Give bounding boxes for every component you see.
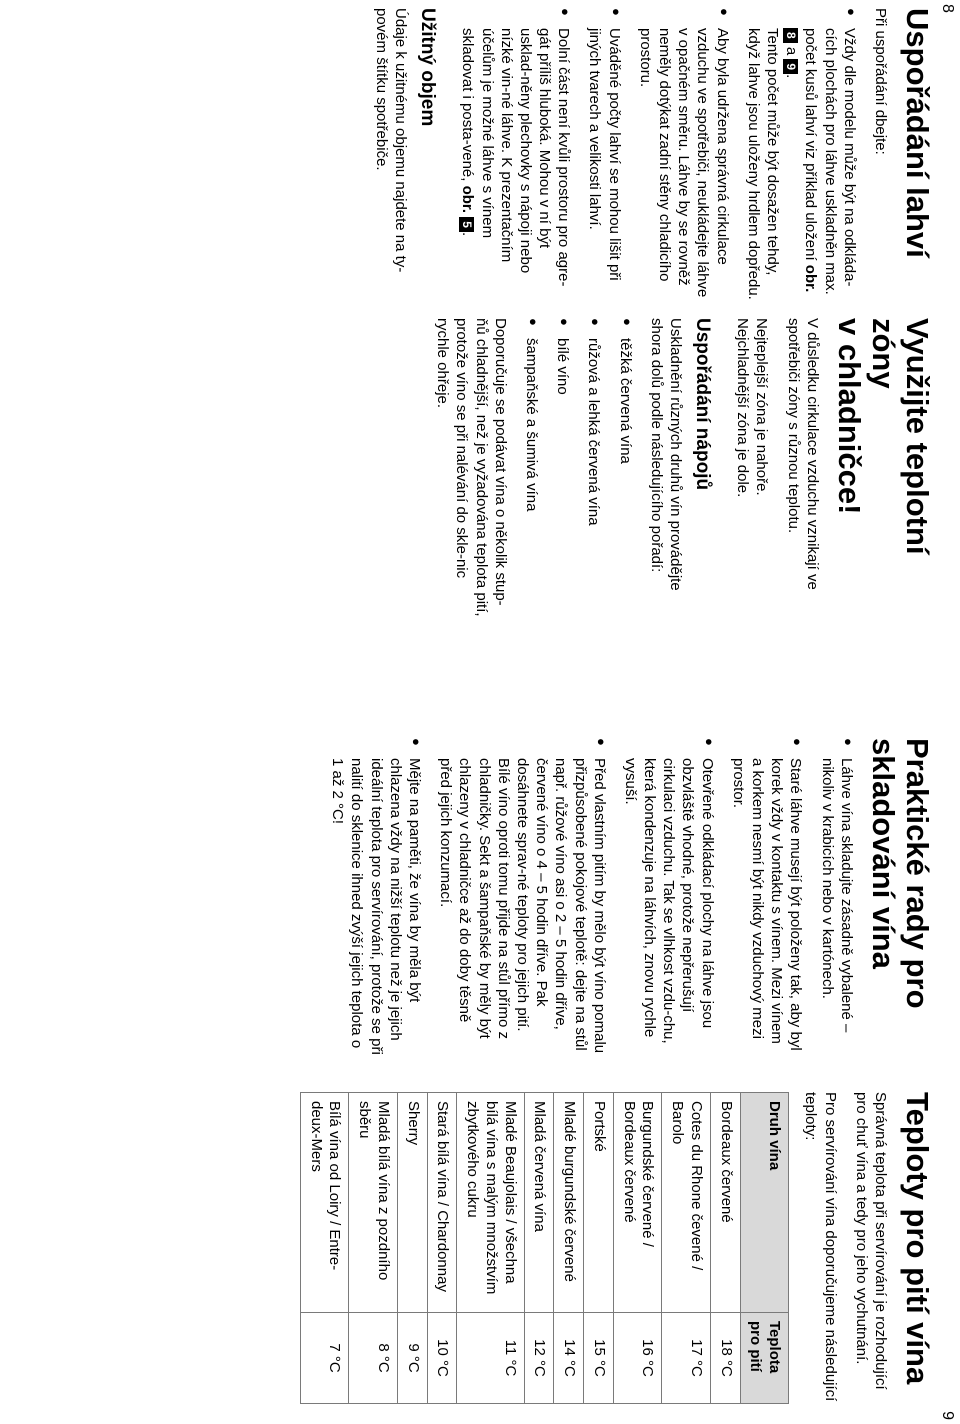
table-row [613, 1093, 662, 1404]
page-number-right: 9 [939, 1411, 956, 1420]
warmest-zone: Nejteplejší zóna je nahoře. [753, 318, 771, 496]
temperature-cell: 11 °C [457, 1313, 524, 1404]
table-row [554, 1093, 584, 1404]
column-storage-tips [316, 738, 934, 1056]
table-header-wine-type: Druh vína [740, 1093, 789, 1313]
figure-ref-end: . [459, 231, 477, 237]
list-item: ● růžová a lehká červená vína [584, 318, 603, 618]
temperature-cell: 7 °C [300, 1313, 349, 1404]
temperature-cell: 14 °C [554, 1313, 584, 1404]
wine-type-cell: Bordeaux červené [710, 1093, 740, 1313]
temperature-cell: 18 °C [710, 1313, 740, 1404]
temperature-cell: 9 °C [397, 1313, 427, 1404]
wine-type-cell: Mladá červená vína [524, 1093, 554, 1313]
wine-type-cell: Stará bílá vína / Chardonnay [427, 1093, 457, 1313]
list-item [458, 8, 573, 300]
section-title-storage-tips [866, 738, 934, 1056]
serving-intro: Správná teplota při servírování je rozhodující pro chuť vína a tedy pro jeho vychutnání. [852, 1092, 889, 1390]
section-title-temperature-zones [832, 318, 934, 618]
order-intro: Uskladnění různých druhů vín provádějte shora dolů podle následujícího pořadí: [647, 318, 684, 591]
wine-type-cell: Mladé burgundské červené [554, 1093, 584, 1313]
temperature-cell: 16 °C [613, 1313, 662, 1404]
order-outro: Doporučuje se podávat vína o několik stup-ňů chladnější, než je vyžadována teplota pití, protože víno se při nalévání do skle-nic rychle ohřeje. [434, 318, 509, 617]
temperature-cell: 15 °C [584, 1313, 614, 1404]
list-item: ● Staré láhve musejí být položeny tak, aby byl korek vždy v kontaktu s vínem. Mezi vínem a korkem nesmí být nikdy vzduchový mezi prostor. [729, 738, 806, 1056]
column-temperature-zones [421, 318, 934, 618]
list-item: ● Láhve vína skladujte zásadně vybalené – nikoliv v krabicích nebo v kartónech. [817, 738, 855, 1056]
list-item: ● Uváděné počty lahví se mohou lišit při jiných tvarech a velikosti lahví. [585, 8, 623, 300]
table-row [349, 1093, 398, 1404]
list-item: ● Před vlastním pitím by mělo být víno pomalu přizpůsobené pokojové teplotě: dejte na stůl např. růžové víno asi o 2 – 5 hodin dříve, červené víno o 4 – 5 hodin dříve. Pak dosáhnete sprav-né teploty pro jejich pití. Bílé víno oproti tomu přijde na stůl přímo z chladničky. Sekt a šampaňské by měly být chlazeny v chladničce až do doby těsně před jejich konzumací. [436, 738, 609, 1056]
temperature-cell: 17 °C [662, 1313, 711, 1404]
title-line: skladování vína [865, 738, 901, 969]
wine-type-cell: Mladá bílá vína z pozdního sběru [349, 1093, 398, 1313]
figure-badge: 5 [459, 217, 474, 232]
figure-ref-end: . [783, 74, 801, 79]
table-row [710, 1093, 740, 1404]
section-subtitle-usable-volume: Užitný objem [417, 8, 439, 127]
figure-badge: 9 [783, 59, 798, 74]
serving-intro-2: Pro servírování vína doporučujeme následující teploty: [802, 1092, 839, 1402]
list-item [744, 8, 859, 300]
table-row [662, 1093, 711, 1404]
wine-type-cell: Portské [584, 1093, 614, 1313]
zones-text [733, 318, 771, 618]
usable-volume-text: Údaje k užitnému objemu najdete na ty-povém štítku spotřebiče. [372, 8, 410, 273]
table-header-temperature: Teplota pro pití [740, 1313, 789, 1404]
storage-tips-list [328, 738, 856, 1056]
page-number-left: 8 [939, 4, 956, 13]
coldest-zone: Nejchladnější zóna je dole. [734, 318, 752, 498]
temperature-cell: 10 °C [427, 1313, 457, 1404]
bullet-text: Dolní část není kvůli prostoru pro agre-gát příliš hluboká. Mohou v ní být usklad-něny plechovky s nápoji nebo nízké vin-né láhve. K prezentačním účelům je možné láhve s vínem skladovat i posta-vené, [459, 28, 573, 287]
arrangement-intro: Při uspořádání dbejte: [871, 8, 889, 155]
section-title-bottle-arrangement: Uspořádání lahví [900, 8, 935, 258]
figure-ref-prefix: obr. [802, 264, 820, 293]
serving-temperature-table [300, 1092, 789, 1404]
title-line: v chladničce! [831, 318, 867, 515]
list-item: ● Mějte na paměti, že vína by měla být chlazena vždy na nižší teplotu než je jejich ideální teplota pro servírování, protože se při nalití do sklenice ihned zvýší jejich teplota o 1 až 2 °C! [328, 738, 424, 1056]
wine-type-cell: Cotes du Rhone čevené / Barolo [662, 1093, 711, 1313]
table-row [427, 1093, 457, 1404]
column-bottle-arrangement [360, 8, 934, 300]
table-row [300, 1093, 349, 1404]
wine-type-cell: Burgundské červené / Bordeaux červené [613, 1093, 662, 1313]
table-row [524, 1093, 554, 1404]
list-item: ● Otevřené odkládací plochy na láhve jsou obzvláště vhodné, protože nepřerušují cirkulaci vzduchu. Tak se vlhkost vzdu-chu, která kondenzuje na láhvích, znovu rychle vysuší. [621, 738, 717, 1056]
table-row [397, 1093, 427, 1404]
list-item: ● bílé víno [553, 318, 572, 618]
list-item: ● těžká červená vína [615, 318, 634, 618]
wine-order-list [522, 318, 635, 618]
table-row [584, 1093, 614, 1404]
figure-conjunction: a [783, 46, 801, 56]
section-subtitle-drink-arrangement: Uspořádání nápojů [691, 318, 713, 491]
title-line: Využijte teplotní zóny [865, 318, 935, 555]
figure-badge: 8 [783, 28, 798, 43]
list-item: ● Aby byla udržena správná cirkulace vzduchu ve spotřebiči, neukládejte láhve v opačném směru. Láhve by se rovněž neměly dotýkat zadní stěny chladicího prostoru. [636, 8, 732, 300]
wine-type-cell: Mladé Beaujolais / všechna bílá vína s malým množstvím zbytkového cukru [457, 1093, 524, 1313]
list-item: ● šampaňské a šumivá vína [522, 318, 541, 618]
wine-type-cell: Bílá vína od Loiry / Entre-deux-Mers [300, 1093, 349, 1313]
title-line: Praktické rady pro [900, 738, 935, 1009]
section-title-serving-temperatures: Teploty pro pití vína [900, 1092, 935, 1385]
column-serving-temperatures [300, 1092, 934, 1404]
bullet-note: Tento počet může být dosažen tehdy, když lahve jsou uloženy hrdlem dopředu. [744, 28, 781, 300]
table-header-row [740, 1093, 789, 1404]
bullet-text: Vždy dle modelu může být na odkláda-cích plochách pro láhve uskladněn max. počet kusů lahví viz příklad uložení [802, 28, 858, 295]
figure-ref-prefix: obr. [459, 185, 477, 214]
wine-type-cell: Sherry [397, 1093, 427, 1313]
arrangement-bullets [458, 8, 859, 300]
zones-intro: V důsledku cirkulace vzduchu vznikají ve spotřebiči zóny s různou teplotu. [784, 318, 821, 590]
temperature-cell: 12 °C [524, 1313, 554, 1404]
temperature-cell: 8 °C [349, 1313, 398, 1404]
table-row [457, 1093, 524, 1404]
